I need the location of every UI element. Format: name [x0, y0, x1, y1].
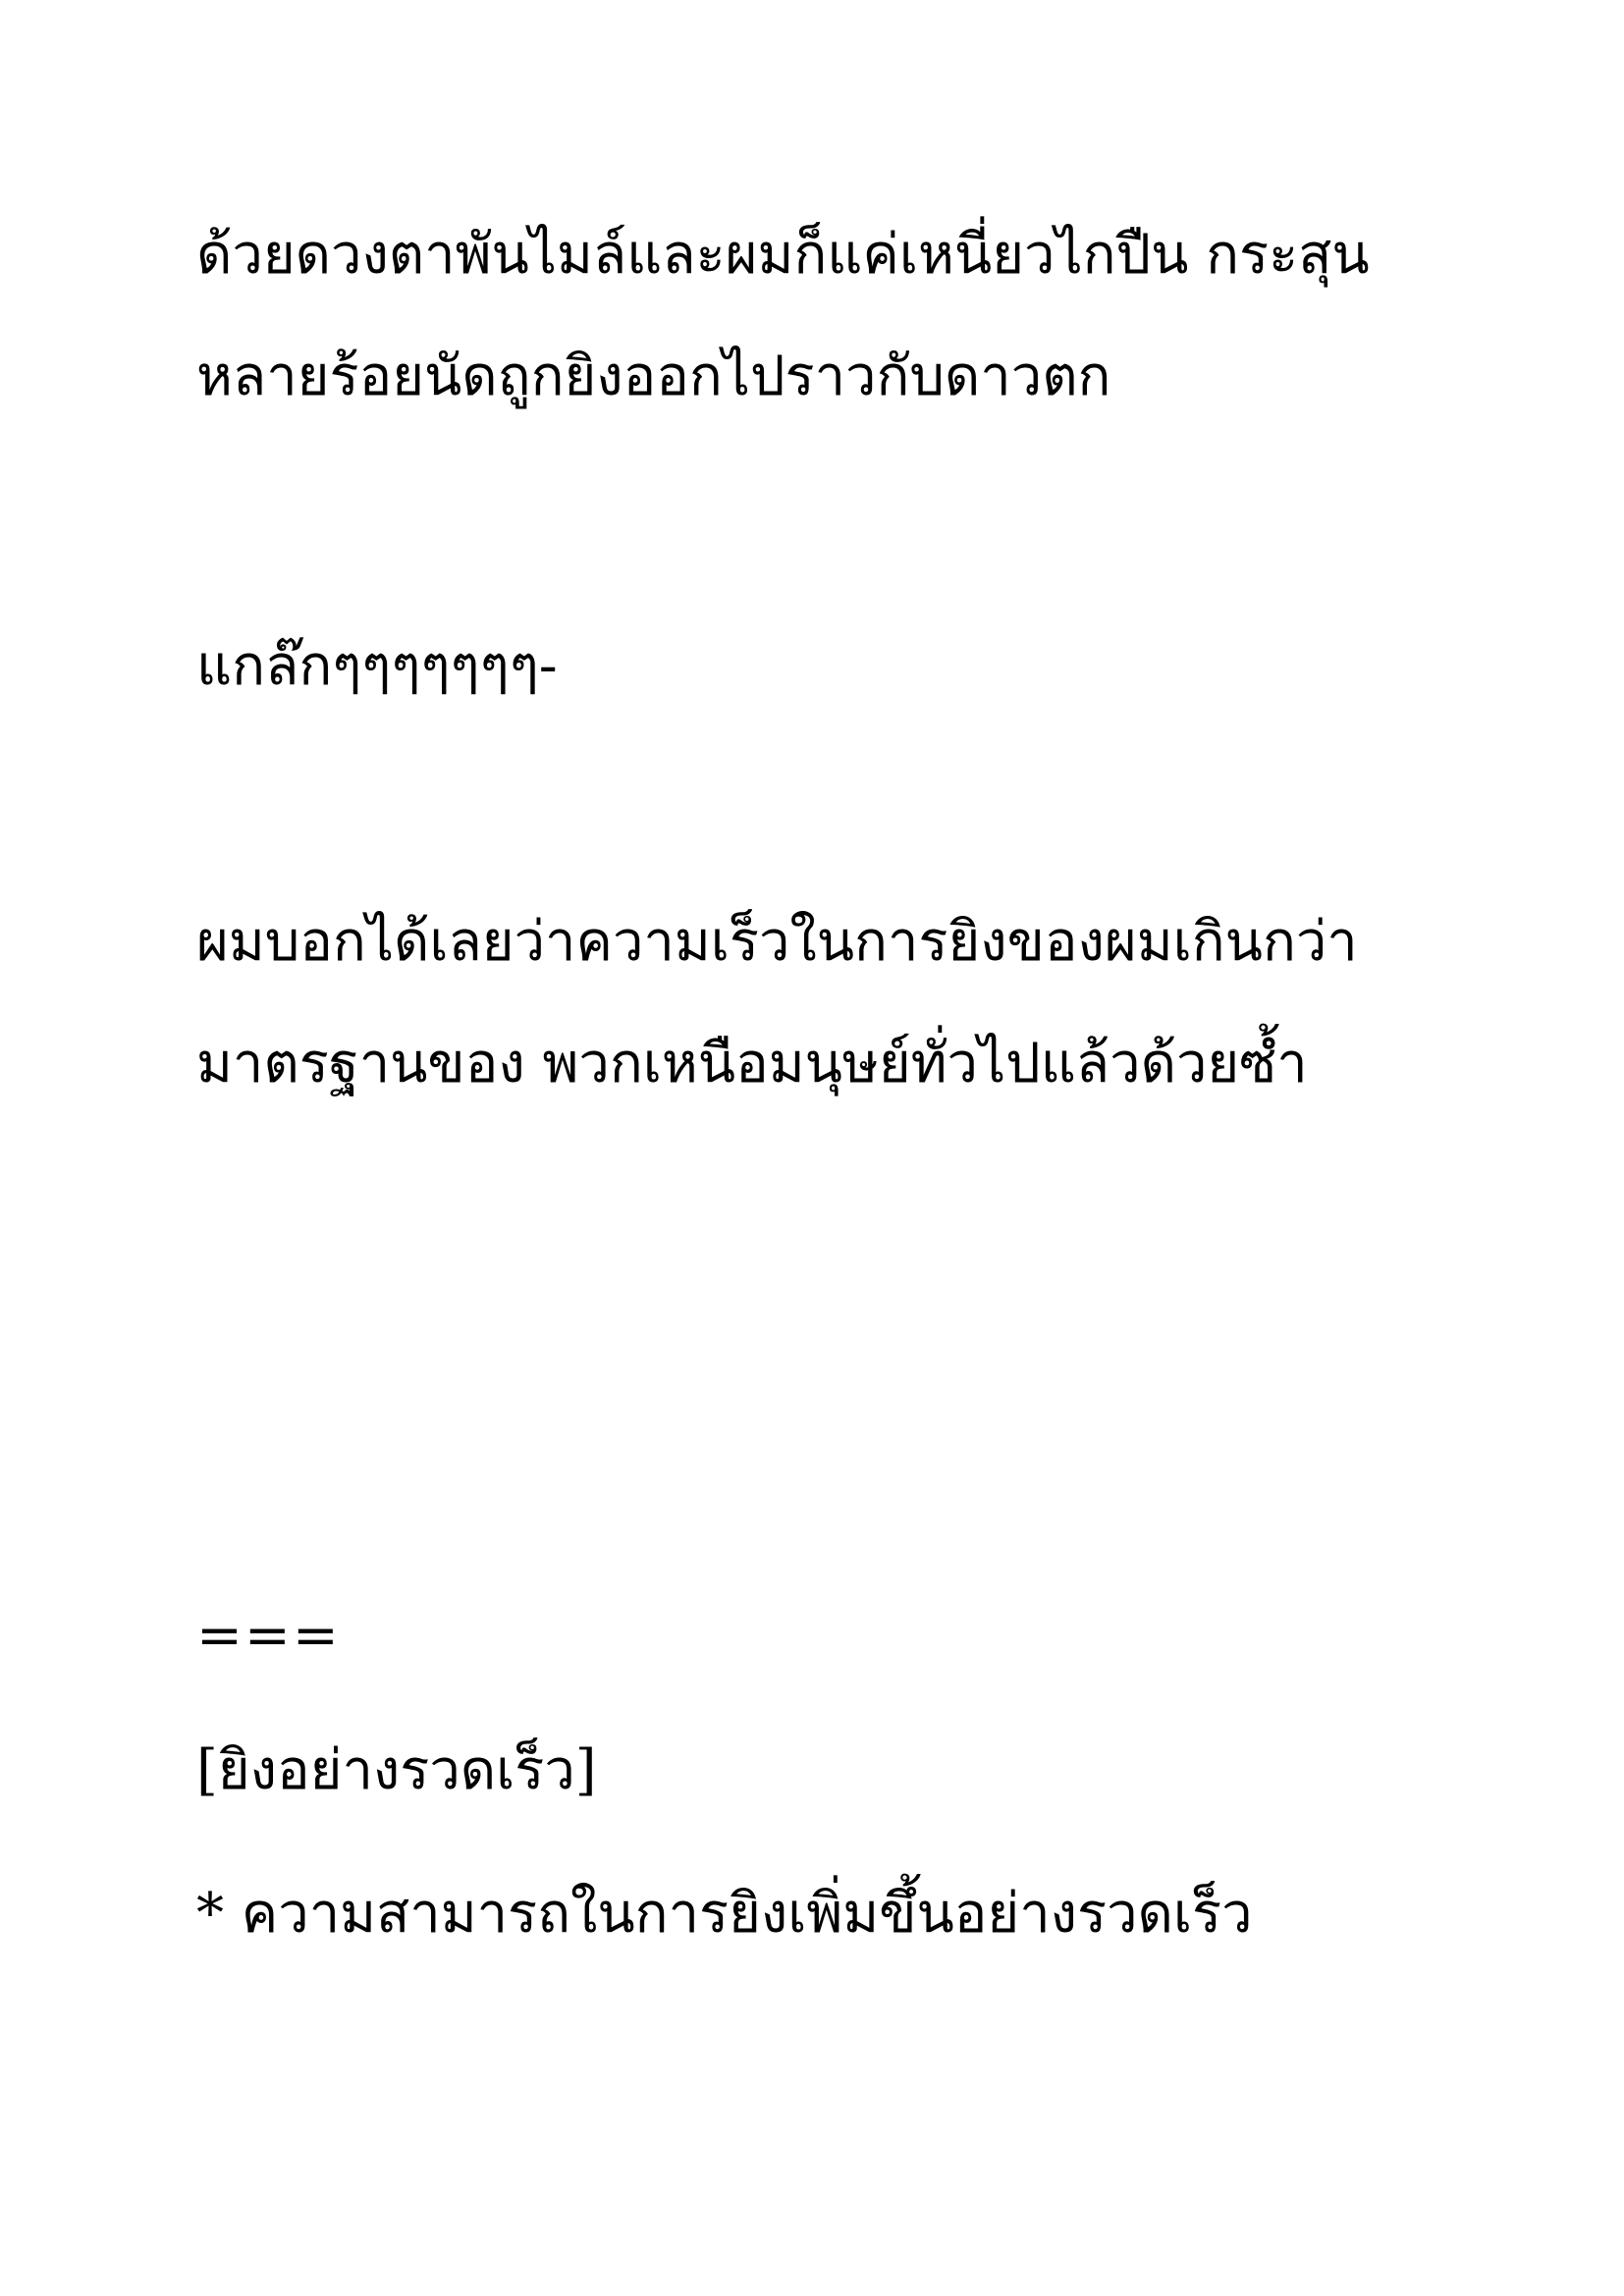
skill-description: * ความสามารถในการยิงเพิ่มขึ้นอย่างรวดเร็ว: [196, 1882, 1253, 1946]
paragraph-2-line-1: ผมบอกได้เลยว่าความเร็วในการยิงของผมเกินกว่า: [196, 910, 1358, 974]
paragraph-1-line-2: หลายร้อยนัดถูกยิงออกไปราวกับดาวตก: [196, 345, 1111, 408]
section-separator: ===: [196, 1604, 341, 1668]
sound-effect-text: แกล๊กๆๆๆๆๆๆๆ-: [196, 634, 558, 698]
paragraph-1-line-1: ด้วยดวงตาพันไมล์และผมก็แค่เหนี่ยวไกปืน กระสุน: [196, 223, 1370, 287]
skill-name: [ยิงอย่างรวดเร็ว]: [196, 1738, 597, 1802]
paragraph-2-line-2: มาตรฐานของ พวกเหนือมนุษย์ทั่วไปแล้วด้วยซ้ำ: [196, 1032, 1308, 1095]
